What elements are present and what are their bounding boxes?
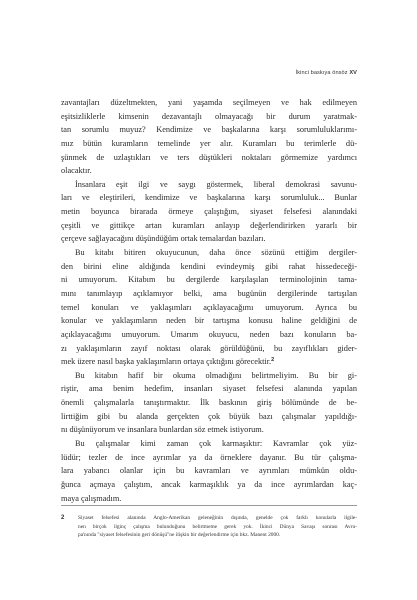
text-line-content: mek üzere nasıl başka yaklaşımların ortaya çıktığını görecektir. — [61, 357, 272, 367]
text-line: zı yaklaşımların zayıf noktası olarak görüldüğünü, bu zayıflıkları gider- — [61, 343, 357, 353]
footnote-reference[interactable]: 2 — [271, 357, 275, 364]
text-line: den birini eline aldığında kendini evindeymiş gibi rahat hissedeceği- — [61, 261, 357, 271]
text-line: İnsanlara eşit ilgi ve saygı göstermek, liberal demokrasi savunu- — [75, 179, 357, 189]
paragraph-5 — [61, 437, 357, 505]
text-line: lüdür; tezler de ince ayrımlar ya da örneklere dayanır. Bu tür çalışma- — [61, 452, 357, 462]
text-line: nı düşünüyorum ve insanlara bunlardan söz etmek istiyorum. — [61, 425, 264, 435]
text-line: tan sorumlu muyuz? Kendimize ve başkalarına karşı sorumluluklarımı- — [61, 125, 357, 135]
text-line: önemli çalışmalarla tanıştırmaktır. İlk baskının giriş bölümünde de be- — [61, 398, 357, 408]
text-line: maya çalışmadım. — [61, 493, 122, 503]
text-line: mız bütün kuramların temelinde yer alır. Kuramları bu terimlerle dü- — [61, 138, 357, 148]
text-line: Bu çalışmalar kimi zaman çok karmaşıktır: Kavramlar çok yüz- — [75, 439, 357, 449]
text-line: eşitsizliklerle kimsenin dezavantajlı olmayacağı bir durum yaratmak- — [61, 111, 357, 121]
paragraph-1 — [61, 96, 357, 178]
paragraph-4 — [61, 369, 357, 437]
text-line: olacaktır. — [61, 166, 92, 176]
text-line: ğunca açmaya çalıştım, ancak karmaşıklık ya da ince ayrımlardan kaç- — [61, 479, 357, 489]
text-line: çeşitli ve gittikçe artan kuramları anlayıp değerlendirirken yararlı bir — [61, 220, 357, 230]
footnote-number: 2 — [61, 515, 65, 521]
text-line: ları ve eleştirileri, kendimize ve başkalarına karşı sorumluluk... Bunlar — [61, 193, 357, 203]
running-header — [296, 70, 357, 76]
text-line: çerçeve sağlayacağını düşündüğüm ortak temalardan bazıları. — [61, 234, 266, 244]
text-line: açıklayacağımı umuyorum. Umarım okuyucu, neden bazı konuların ba- — [61, 329, 357, 339]
text-line — [61, 355, 357, 369]
paragraph-2 — [61, 178, 357, 246]
page-number: XV — [349, 70, 357, 76]
footnote-line: pa'nında "siyaset felsefesinin geri dönüşü"ne ilişkin bir değerlendirme için bkz. Manent 2000. — [78, 532, 281, 539]
text-line: mını tanımlayıp açıklamıyor belki, ama bugünün dergilerinde tartışılan — [61, 288, 357, 298]
text-line: ni umuyorum. Kitabım bu dergilerde karşılaşılan terminolojinin tama- — [61, 275, 357, 285]
running-header-title: İkinci baskıya önsöz — [295, 70, 348, 76]
text-line: şünmek de uzlaştıkları ve ters düştükleri noktaları görmemize yardımcı — [61, 152, 357, 162]
footnote-line: Siyaset felsefesi alanında Anglo-Amerikan geleneğinin dışında, genelde çok farklı konularla ilgile- — [78, 515, 357, 521]
text-line: lara yabancı olanlar için bu kavramları ve ayrımları mümkün oldu- — [61, 466, 357, 476]
paragraph-3 — [61, 246, 357, 369]
text-line: Bu kitabı bitiren okuyucunun, daha önce sözünü ettiğim dergiler- — [75, 248, 357, 258]
footnote-line: nen birçok ilginç çalışma bulunduğunu belirtmeme gerek yok. İkinci Dünya Savaşı sonrası Avru- — [78, 523, 357, 530]
text-line: temel konuları ve yaklaşımları açıklayacağımı umuyorum. Ayrıca bu — [61, 302, 357, 312]
footnote-text — [78, 514, 357, 540]
text-line: konular ve yaklaşımların neden bir tartışma konusu haline geldiğini de — [61, 316, 357, 326]
footnote-divider — [61, 505, 357, 506]
text-line: metin boyunca birarada örmeye çalıştığım, siyaset felsefesi alanındaki — [61, 207, 357, 217]
body-text — [61, 96, 357, 505]
text-line: zavantajları düzeltmekten, yani yaşamda seçilmeyen ve hak edilmeyen — [61, 98, 357, 107]
text-line: riştir, ama benim hedefim, insanları siyaset felsefesi alanında yapılan — [61, 384, 357, 394]
text-line: lirttiğim gibi bu alanda gerçekten çok büyük bazı çalışmalar yapıldığı- — [61, 411, 357, 421]
text-line: Bu kitabın hafif bir okuma olmadığını belirtmeliyim. Bu bir gi- — [75, 370, 357, 380]
